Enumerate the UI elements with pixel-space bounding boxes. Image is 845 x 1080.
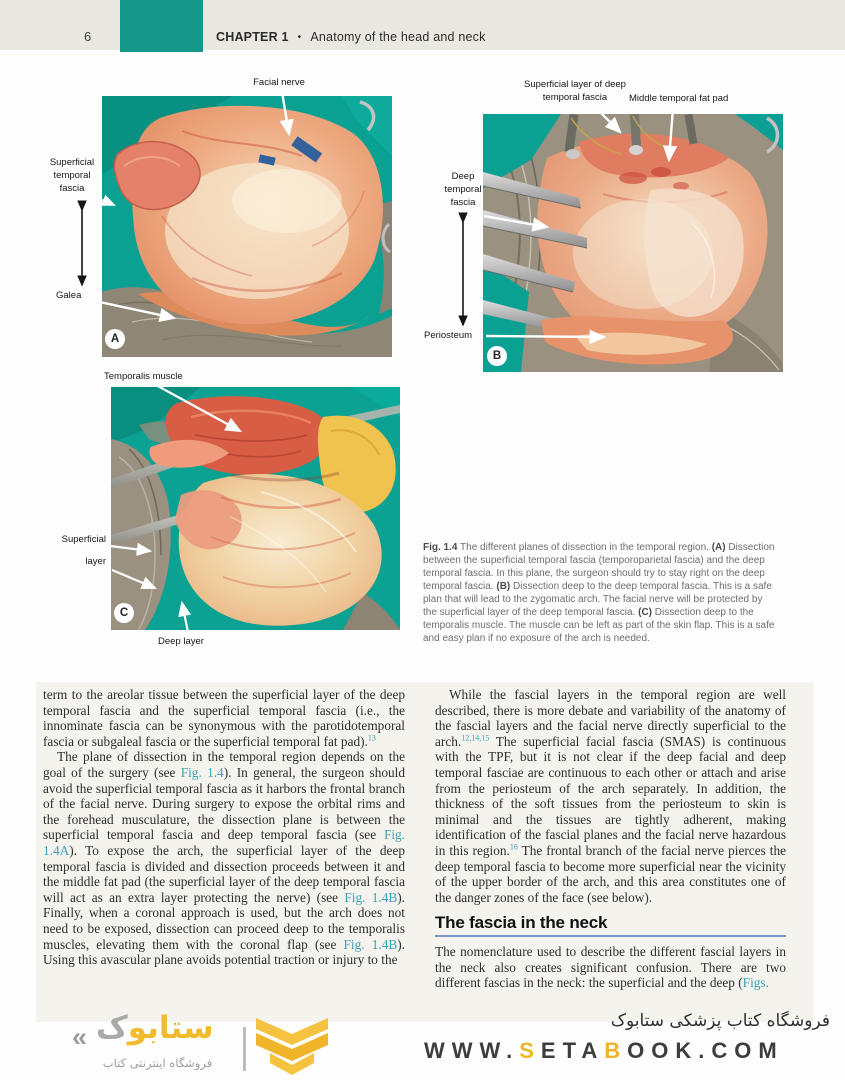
panel-c-art (111, 387, 400, 630)
label-deep-temporal-fascia: Deep temporal fascia (444, 171, 482, 208)
paragraph: While the fascial layers in the temporal region are well described, there is more debate and variability of the anatomy of the fascial layers and the facial nerve directly superficial to the arch.$^{12,14,15}$ The superficial facial fascia (SMAS) is continuous with the TPF, but it is not clear if the deep facial and deep temporal fasciae are continuous to each other or attach and arise from the periosteum of the arch separately. In addition, the thickness of the soft tissues from the periosteum to skin is minimal and the tissues are tightly adherent, making identification of the fascial planes and the facial nerve hazardous in this region.$^{16}$ The frontal branch of the facial nerve pierces the deep temporal fascia to become more superficial near the vicinity of the upper border of the arch, and this area constitutes one of the danger zones of the face (see below). (435, 687, 786, 905)
label-periosteum: Periosteum (424, 330, 473, 341)
setabook-logo-tagline: فروشگاه اینترنتی کتاب (102, 1056, 213, 1070)
label-superficial-temporal-fascia: Superficial temporal fascia (49, 157, 95, 194)
body-right-column (435, 687, 786, 991)
setabook-logo-wordmark: ستابوک (96, 1010, 214, 1046)
chapter-title: Anatomy of the head and neck (310, 30, 486, 44)
label-facial-nerve: Facial nerve (253, 77, 305, 88)
panel-b-art (483, 114, 783, 372)
paragraph: term to the areolar tissue between the superficial layer of the deep temporal fascia and the superficial temporal fascia (i.e., the innominate fascia can be synonymous with the parotidotemporal fascia or subgaleal fascia or the superficial temporal fat pad).$^{13}$ (43, 687, 405, 749)
figure-caption: Fig. 1.4 The different planes of dissection in the temporal region. (A) Dissection between the superficial temporal fascia (temporoparietal fascia) and the deep temporal fascia. In this plane, the surgeon should try to stay right on the deep temporal fascia. (B) Dissection deep to the deep temporal fascia. This is a safe plan that will lead to the zygomatic arch. The facial nerve will be protected by the superficial layer of the deep temporal fascia. (C) Dissection deep to the temporalis muscle. The muscle can be left as part of the skin flap. This is a safe and easy plan if no exposure of the arch is needed. (423, 542, 775, 644)
panel-a-letter-badge: A (105, 329, 125, 349)
label-middle-temporal-fat-pad: Middle temporal fat pad (629, 93, 729, 104)
label-deep-layer: Deep layer (158, 636, 204, 647)
figure-1-4-panel-b-photo (483, 114, 783, 372)
chapter-color-tab (120, 0, 203, 52)
footer-url: WWW.SETABOOK.COM (424, 1038, 784, 1063)
figure-1-4-panel-c-photo (111, 387, 400, 630)
figure-1-4-panel-a-photo (102, 96, 392, 357)
setabook-chevron-icon (256, 1018, 328, 1076)
footer-persian-line: فروشگاه کتاب پزشکی ستابوک (610, 1011, 830, 1031)
logo-divider (243, 1027, 246, 1071)
page-number: 6 (84, 29, 92, 44)
paragraph: The nomenclature used to describe the different fascial layers in the neck also creates significant confusion. There are two different fascias in the neck: the superficial and the deep (Figs. (435, 943, 786, 991)
setabook-logo-guillemet: « (72, 1022, 88, 1052)
label-superficial-layer-deep-temporal-fascia: Superficial layer of deep temporal fascia (524, 79, 626, 103)
label-temporalis-muscle: Temporalis muscle (104, 371, 183, 382)
panel-c-letter-badge: C (114, 603, 134, 623)
running-head (216, 30, 486, 44)
section-heading: The fascia in the neck (435, 913, 608, 933)
panel-a-art (102, 96, 392, 357)
bullet-separator: • (297, 32, 302, 43)
panel-b-letter-badge: B (487, 346, 507, 366)
paragraph: The plane of dissection in the temporal region depends on the goal of the surgery (see Fig. 1.4). In general, the surgeon should avoid the superficial temporal fascia as it harbors the frontal branch of the facial nerve. During surgery to expose the orbital rims and the forehead musculature, the dissection plane is between the superficial temporal fascia and deep temporal fascia (see Fig. 1.4A). To expose the arch, the superficial layer of the deep temporal fascia is divided and dissection proceeds between it and the middle fat pad (the superficial layer of the deep temporal fascia will act as an extra layer protecting the nerve) (see Fig. 1.4B). Finally, when a coronal approach is used, but the arch does not need to be exposed, dissection can proceed deep to the temporalis muscles, elevating them with the coronal flap (see Fig. 1.4B). Using this avascular plane avoids potential traction or injury to the (43, 749, 405, 968)
label-superficial-layer: Superficial layer (61, 534, 106, 567)
body-left-column (43, 687, 405, 968)
chapter-label: CHAPTER 1 (216, 30, 289, 44)
heading-rule (435, 935, 786, 937)
label-galea: Galea (56, 290, 82, 301)
